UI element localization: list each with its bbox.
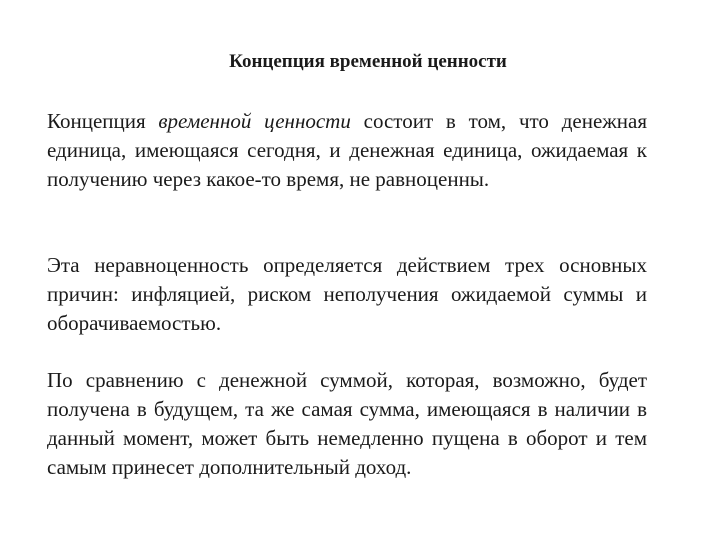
slide-title: Концепция временной ценности <box>229 51 507 72</box>
emphasized-term: временной ценности <box>158 109 351 133</box>
paragraph-text: состоит в том, что денежная единица, имеющаяся сегодня, и денежная единица, ожидаемая к получению через какое-то время, не равноценны. <box>47 109 647 191</box>
paragraph-text: Концепция <box>47 109 159 133</box>
paragraph-definition <box>47 107 647 194</box>
paragraph-reasons: Эта неравноценность определяется действием трех основных причин: инфляцией, риском неполучения ожидаемой суммы и оборачиваемостью. <box>47 253 647 335</box>
paragraph-comparison: По сравнению с денежной суммой, которая, возможно, будет получена в будущем, та же самая сумма, имеющаяся в наличии в данный момент, может быть немедленно пущена в оборот и тем самым принесет дополнительный доход. <box>47 368 647 479</box>
